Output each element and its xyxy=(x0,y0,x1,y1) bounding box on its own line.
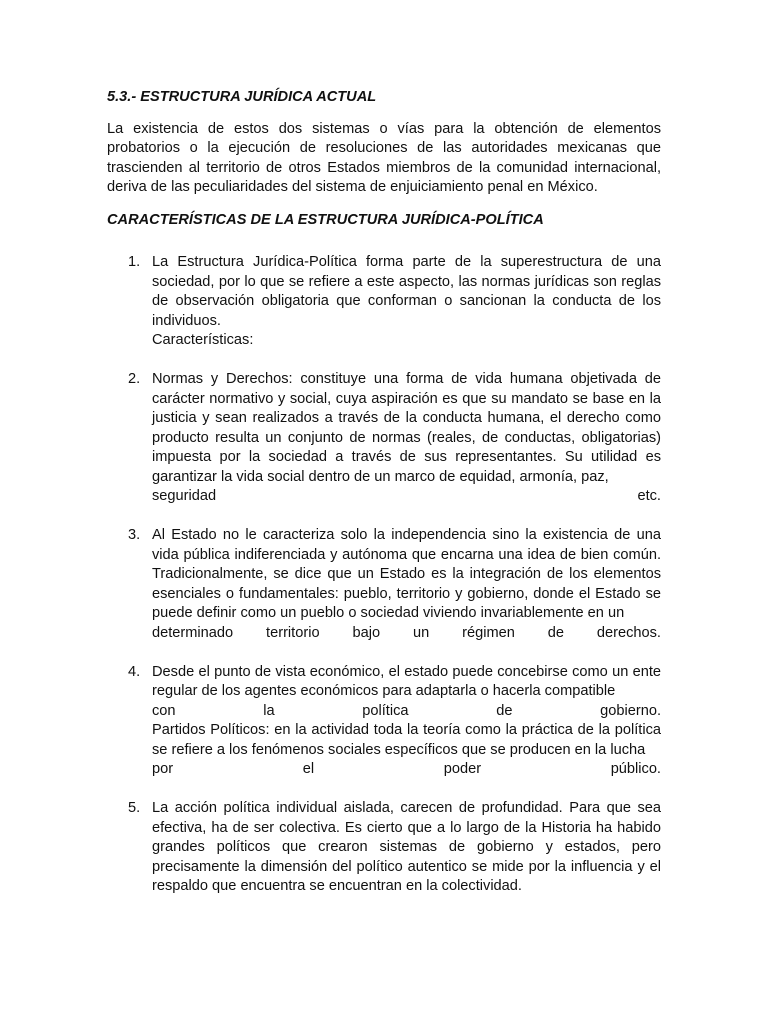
item-number: 4. xyxy=(128,663,141,680)
section-title: 5.3.- ESTRUCTURA JURÍDICA ACTUAL xyxy=(107,89,377,105)
item-text: determinado territorio bajo un régimen de derechos. xyxy=(152,624,661,641)
item-text: La Estructura Jurídica-Política forma parte de la superestructura de una sociedad, por lo que se refiere a este aspecto, las normas jurídicas son reglas de observación obligatoria que conforman o sancionan la conducta de los individuos. xyxy=(152,254,661,329)
document-page xyxy=(107,88,661,916)
item-text: Partidos Políticos: en la actividad toda la teoría como la práctica de la política se refiere a los fenómenos sociales específicos que se producen en la lucha xyxy=(152,722,661,758)
item-number: 3. xyxy=(128,527,141,543)
list-item xyxy=(107,663,661,780)
item-text: con la política de gobierno. xyxy=(152,702,661,719)
characteristics-list xyxy=(107,253,661,897)
list-item xyxy=(107,253,661,351)
item-text: Características: xyxy=(152,332,254,348)
item-text: Desde el punto de vista económico, el estado puede concebirse como un ente regular de los agentes económicos para adaptarla o hacerla compatible xyxy=(152,663,661,699)
intro-paragraph: La existencia de estos dos sistemas o vías para la obtención de elementos probatorios o la ejecución de resoluciones de las autoridades mexicanas que trascienden al territorio de otros Estados miembros de la comunidad internacional, deriva de las peculiaridades del sistema de enjuiciamiento penal en México. xyxy=(107,120,661,195)
item-number: 5. xyxy=(128,800,141,816)
item-text: seguridad etc. xyxy=(152,488,661,504)
item-text: La acción política individual aislada, carecen de profundidad. Para que sea efectiva, ha de ser colectiva. Es cierto que a lo largo de la Historia ha habido grandes políticos que crearon sistemas de gobierno y estados, pero precisamente la dimensión del político autentico se mide por la influencia y el respaldo que encuentra se encuentran en la colectividad. xyxy=(152,800,661,894)
item-number: 2. xyxy=(128,371,141,387)
list-item xyxy=(107,526,661,643)
item-text: por el poder público. xyxy=(152,761,661,777)
item-text: Al Estado no le caracteriza solo la independencia sino la existencia de una vida pública indiferenciada y autónoma que encarna una idea de bien común. Tradicionalmente, se dice que un Estado es la integración de los elementos esenciales o fundamentales: pueblo, territorio y gobierno, donde el Estado se puede definir como un pueblo o sociedad viviendo invariablemente en un xyxy=(152,527,661,621)
item-number: 1. xyxy=(128,254,141,270)
list-item xyxy=(107,799,661,897)
subtitle: CARACTERÍSTICAS DE LA ESTRUCTURA JURÍDICA-POLÍTICA xyxy=(107,211,544,228)
item-text: Normas y Derechos: constituye una forma de vida humana objetivada de carácter normativo y social, cuya aspiración es que su mandato se base en la justicia y sean realizados a través de la conducta humana, el derecho como producto resulta un conjunto de normas (reales, de conductas, obligatorias) impuesta por la sociedad a través de sus representantes. Su utilidad es garantizar la vida social dentro de un marco de equidad, armonía, paz, xyxy=(152,371,661,485)
list-item xyxy=(107,370,661,507)
